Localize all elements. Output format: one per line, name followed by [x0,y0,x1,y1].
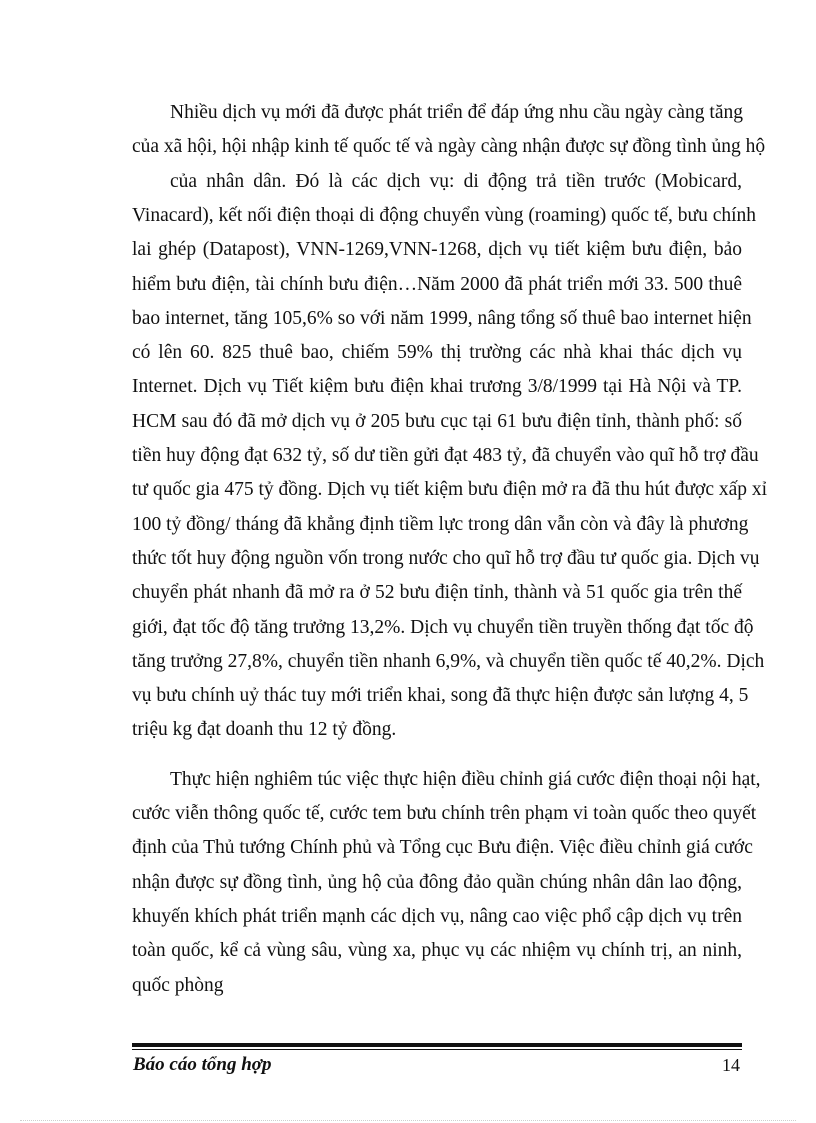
body-line: có lên 60. 825 thuê bao, chiếm 59% thị trường các nhà khai thác dịch vụ [132,342,742,364]
body-line: tiền huy động đạt 632 tỷ, số dư tiền gửi đạt 483 tỷ, đã chuyển vào quĩ hỗ trợ đầu [132,445,759,466]
body-line: cước viễn thông quốc tế, cước tem bưu chính trên phạm vi toàn quốc theo quyết [132,803,757,824]
body-line: quốc phòng [132,974,224,996]
body-line: tăng trưởng 27,8%, chuyển tiền nhanh 6,9%, và chuyển tiền quốc tế 40,2%. Dịch [132,650,765,672]
page-edge-divider [20,1120,796,1121]
footer-rule-thin [132,1049,742,1050]
body-line: định của Thủ tướng Chính phủ và Tổng cục Bưu điện. Việc điều chỉnh giá cước [132,837,753,859]
page-number: 14 [722,1055,740,1075]
body-line: toàn quốc, kể cả vùng sâu, vùng xa, phục vụ các nhiệm vụ chính trị, an ninh, [132,940,742,962]
body-line: hiểm bưu điện, tài chính bưu điện…Năm 2000 đã phát triển mới 33. 500 thuê [132,273,742,295]
body-line: của nhân dân. Đó là các dịch vụ: di động trả tiền trước (Mobicard, [170,170,742,192]
body-line: thức tốt huy động nguồn vốn trong nước cho quĩ hỗ trợ đầu tư quốc gia. Dịch vụ [132,547,760,569]
body-line: lai ghép (Datapost), VNN-1269,VNN-1268, dịch vụ tiết kiệm bưu điện, bảo [132,239,742,261]
body-line: Thực hiện nghiêm túc việc thực hiện điều chỉnh giá cước điện thoại nội hạt, [170,768,761,790]
body-line: Vinacard), kết nối điện thoại di động chuyển vùng (roaming) quốc tế, bưu chính [132,204,757,226]
body-line: khuyến khích phát triển mạnh các dịch vụ, nâng cao việc phổ cập dịch vụ trên [132,905,742,927]
body-line: tư quốc gia 475 tỷ đồng. Dịch vụ tiết kiệm bưu điện mở ra đã thu hút được xấp xỉ [132,479,768,501]
footer-title: Báo cáo tổng hợp [133,1054,272,1075]
body-line: giới, đạt tốc độ tăng trưởng 13,2%. Dịch vụ chuyển tiền truyền thống đạt tốc độ [132,616,754,638]
body-line: bao internet, tăng 105,6% so với năm 1999, nâng tổng số thuê bao internet hiện [132,307,752,329]
body-line: 100 tỷ đồng/ tháng đã khẳng định tiềm lực trong dân vẫn còn và đây là phương [132,513,749,535]
body-line: Nhiều dịch vụ mới đã được phát triển để đáp ứng nhu cầu ngày càng tăng [170,102,743,123]
body-line: vụ bưu chính uỷ thác tuy mới triển khai, song đã thực hiện được sản lượng 4, 5 [132,685,749,707]
body-line: chuyển phát nhanh đã mở ra ở 52 bưu điện tỉnh, thành và 51 quốc gia trên thế [132,582,742,604]
body-line: triệu kg đạt doanh thu 12 tỷ đồng. [132,719,397,741]
body-line: Internet. Dịch vụ Tiết kiệm bưu điện khai trương 3/8/1999 tại Hà Nội và TP. [132,376,742,398]
footer-rule-thick [132,1043,742,1047]
body-line: của xã hội, hội nhập kinh tế quốc tế và ngày càng nhận được sự đồng tình ủng hộ [132,136,766,158]
body-line: HCM sau đó đã mở dịch vụ ở 205 bưu cục tại 61 bưu điện tỉnh, thành phố: số [132,410,742,432]
body-line: nhận được sự đồng tình, ủng hộ của đông đảo quần chúng nhân dân lao động, [132,871,742,893]
